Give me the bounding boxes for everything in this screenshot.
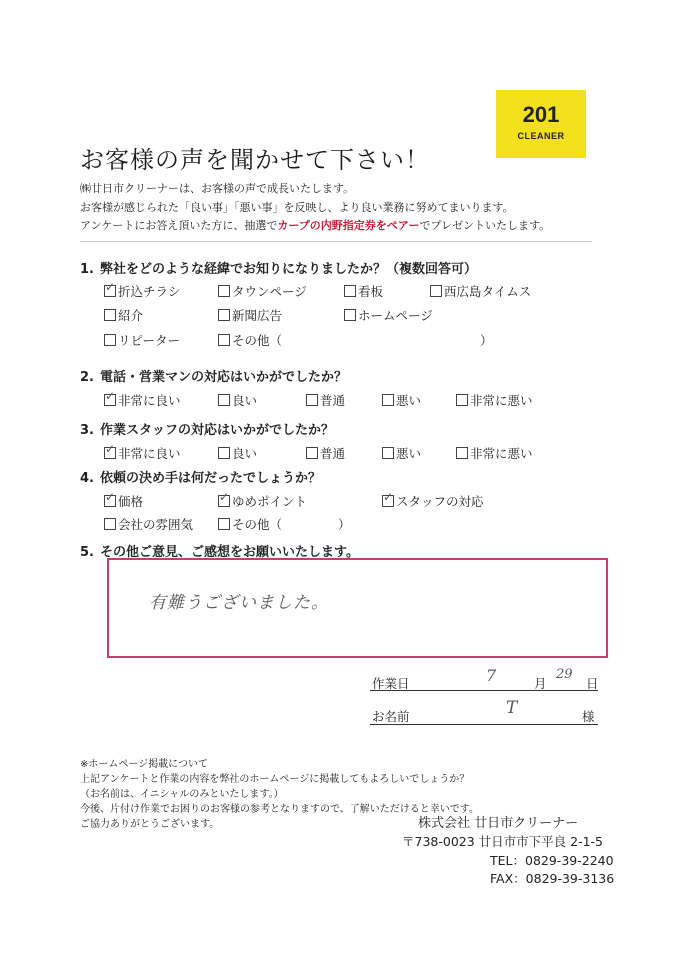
question-2 <box>80 366 347 385</box>
q3-option-normal[interactable] <box>306 444 345 462</box>
checkbox[interactable] <box>382 394 394 406</box>
option-label: 非常に良い <box>118 446 181 461</box>
intro-line-1 <box>80 180 354 196</box>
q1-option-flyer[interactable] <box>104 282 181 300</box>
work-date-day[interactable]: 29 <box>556 667 573 682</box>
option-label: 普通 <box>320 393 346 408</box>
company-address: 〒738-0023 廿日市市下平良 2-1-5 <box>402 834 604 849</box>
option-label: ホームページ <box>358 308 433 323</box>
option-label: 折込チラシ <box>118 284 181 299</box>
option-label: 良い <box>232 446 258 461</box>
question-number: 5. <box>80 545 94 560</box>
option-label: 西広島タイムス <box>444 284 532 299</box>
option-label: 価格 <box>118 494 144 509</box>
checkbox[interactable] <box>344 285 356 297</box>
checkbox[interactable] <box>104 309 116 321</box>
intro-text: でプレゼントいたします。 <box>419 219 551 232</box>
q4-option-yume-point[interactable] <box>218 492 307 510</box>
checkbox[interactable] <box>382 447 394 459</box>
work-date-underline <box>370 690 598 691</box>
checkbox[interactable] <box>306 447 318 459</box>
prize-highlight: カープの内野指定券をペアー <box>277 219 420 232</box>
q1-option-repeater[interactable] <box>104 331 180 349</box>
check-mark: ✓ <box>383 490 394 504</box>
option-label: 非常に悪い <box>470 393 533 408</box>
checkbox[interactable] <box>456 447 468 459</box>
question-4 <box>80 467 321 486</box>
q3-option-very-good[interactable] <box>104 444 181 462</box>
question-text: 弊社をどのような経緯でお知りになりましたか？（複数回答可） <box>100 262 478 277</box>
option-label: 非常に良い <box>118 393 181 408</box>
question-text: 電話・営業マンの対応はいかがでしたか？ <box>100 370 348 385</box>
q4-option-staff[interactable] <box>382 492 484 510</box>
checkbox[interactable] <box>218 334 230 346</box>
q1-option-other[interactable] <box>218 331 282 349</box>
company-name: 株式会社 廿日市クリーナー <box>418 816 579 831</box>
option-label: 看板 <box>358 284 384 299</box>
checkbox[interactable] <box>344 309 356 321</box>
intro-text: アンケートにお答え頂いた方に、抽選で <box>80 219 278 232</box>
option-label: ゆめポイント <box>232 494 308 509</box>
checkbox[interactable] <box>218 394 230 406</box>
question-text: 依頼の決め手は何だったでしょうか？ <box>100 471 322 486</box>
option-label: 会社の雰囲気 <box>118 517 194 532</box>
option-label: タウンページ <box>232 284 307 299</box>
logo-subtext: CLEANER <box>517 131 565 141</box>
checkbox[interactable] <box>104 442 116 459</box>
work-date-month-unit: 月 <box>534 676 547 691</box>
q4-option-other[interactable] <box>218 515 282 533</box>
option-label: 悪い <box>396 446 422 461</box>
q2-option-bad[interactable] <box>382 391 421 409</box>
checkbox[interactable] <box>306 394 318 406</box>
question-3 <box>80 419 334 438</box>
intro-line-2 <box>80 199 514 215</box>
company-tel: TEL：0829-39-2240 <box>490 853 614 868</box>
customer-name-suffix: 様 <box>582 709 595 724</box>
q3-option-good[interactable] <box>218 444 257 462</box>
company-fax: FAX：0829-39-3136 <box>490 871 615 886</box>
q3-option-very-bad[interactable] <box>456 444 533 462</box>
q2-option-good[interactable] <box>218 391 257 409</box>
q3-option-bad[interactable] <box>382 444 421 462</box>
check-mark: ✓ <box>105 490 116 504</box>
option-label: 紹介 <box>118 308 144 323</box>
q4-option-price[interactable] <box>104 492 143 510</box>
checkbox[interactable] <box>456 394 468 406</box>
question-number: 2. <box>80 370 94 385</box>
checkbox[interactable] <box>104 334 116 346</box>
q1-option-townpage[interactable] <box>218 282 307 300</box>
customer-name-label: お名前 <box>372 709 410 724</box>
option-label: 非常に悪い <box>470 446 533 461</box>
q1-option-signboard[interactable] <box>344 282 383 300</box>
question-text: その他ご意見、ご感想をお願いいたします。 <box>100 545 359 560</box>
q1-other-close: ） <box>480 333 493 348</box>
option-label: 悪い <box>396 393 422 408</box>
note-line: ※ホームページ掲載について <box>80 759 208 770</box>
customer-name-value[interactable]: T <box>506 698 518 718</box>
q4-other-close: ） <box>338 517 351 532</box>
q4-option-atmosphere[interactable] <box>104 515 193 533</box>
option-label: その他（ <box>232 517 283 532</box>
logo-number: 201 <box>522 102 560 127</box>
checkbox[interactable] <box>104 389 116 406</box>
checkbox[interactable] <box>218 285 230 297</box>
work-date-label: 作業日 <box>372 676 410 691</box>
option-label: 良い <box>232 393 258 408</box>
comment-text: 有難うございました。 <box>149 593 329 613</box>
check-mark: ✓ <box>105 389 116 403</box>
q2-option-very-good[interactable] <box>104 391 181 409</box>
question-1 <box>80 258 477 277</box>
intro-text: お客様が感じられた「良い事」「悪い事」を反映し、より良い業務に努めてまいります。 <box>80 201 514 214</box>
checkbox[interactable] <box>104 518 116 530</box>
checkbox[interactable] <box>218 309 230 321</box>
q1-option-times[interactable] <box>430 282 531 300</box>
question-number: 4. <box>80 471 94 486</box>
intro-line-3 <box>80 217 550 233</box>
note-line: 上記アンケートと作業の内容を弊社のホームページに掲載してもよろしいでしょうか？ <box>80 774 470 785</box>
work-date-month[interactable]: 7 <box>486 666 497 685</box>
check-mark: ✓ <box>219 490 230 504</box>
option-label: リピーター <box>118 333 181 348</box>
question-number: 1. <box>80 262 94 277</box>
note-line: 今後、片付け作業でお困りのお客様の参考となりますので、了解いただけると幸いです。 <box>80 804 479 815</box>
check-mark: ✓ <box>105 280 116 294</box>
question-number: 3. <box>80 423 94 438</box>
company-logo <box>496 90 586 158</box>
checkbox[interactable] <box>104 490 116 507</box>
checkbox[interactable] <box>430 285 442 297</box>
option-label: 新聞広告 <box>232 308 283 323</box>
divider <box>80 241 592 242</box>
question-text: 作業スタッフの対応はいかがでしたか？ <box>100 423 335 438</box>
work-date-day-unit: 日 <box>586 676 599 691</box>
option-label: スタッフの対応 <box>396 494 484 509</box>
customer-name-underline <box>370 724 598 725</box>
q2-option-very-bad[interactable] <box>456 391 533 409</box>
intro-text: ㈱廿日市クリーナーは、お客様の声で成長いたします。 <box>80 182 355 195</box>
q1-option-newspaper[interactable] <box>218 306 282 324</box>
checkbox[interactable] <box>382 490 394 507</box>
check-mark: ✓ <box>105 442 116 456</box>
comment-box[interactable] <box>107 558 608 658</box>
checkbox[interactable] <box>218 490 230 507</box>
option-label: 普通 <box>320 446 346 461</box>
note-line: ご協力ありがとうございます。 <box>80 819 220 830</box>
option-label: その他（ <box>232 333 283 348</box>
q1-option-referral[interactable] <box>104 306 143 324</box>
q2-option-normal[interactable] <box>306 391 345 409</box>
checkbox[interactable] <box>218 447 230 459</box>
q1-option-homepage[interactable] <box>344 306 433 324</box>
checkbox[interactable] <box>104 280 116 297</box>
page-title: お客様の声を聞かせて下さい！ <box>80 146 430 174</box>
note-line: （お名前は、イニシャルのみといたします。） <box>80 789 284 800</box>
checkbox[interactable] <box>218 518 230 530</box>
